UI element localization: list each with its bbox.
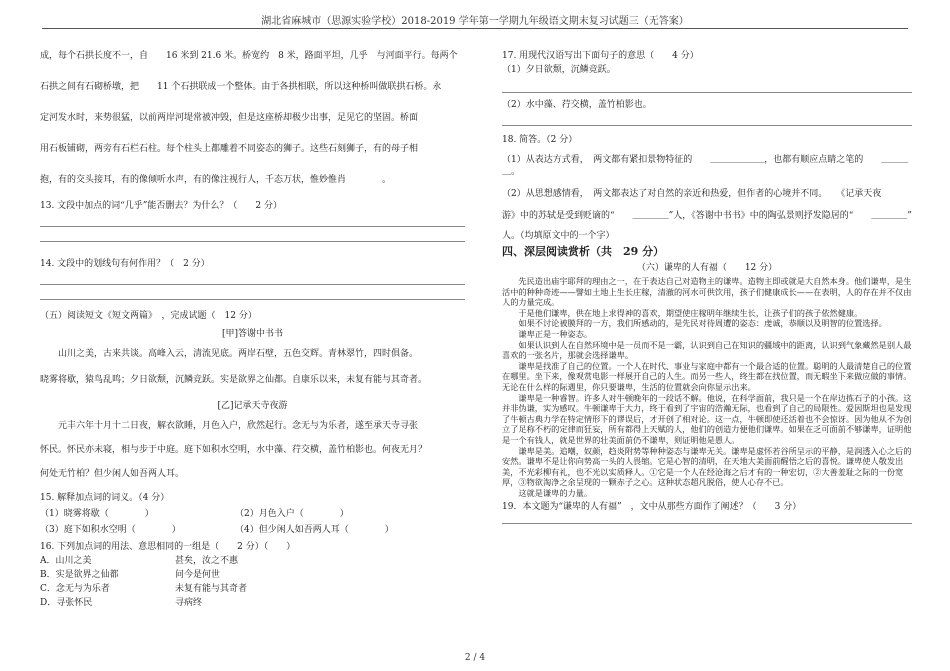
answer-line[interactable]: [502, 523, 912, 524]
q16-option-pair: 未复有能与其奇者: [175, 584, 248, 594]
bridge-line: 成，每个石拱长度不一，自 16 米到 21.6 米。桥宽约 8 米，路面平坦，几乎 与河面平行。每两个: [40, 51, 458, 61]
q18-item: （1）从表达方式看， 两文都有紧扣景物特征的 ＿＿＿＿＿＿，也都有顺应点睛之笔的 ＿＿＿＿。: [502, 155, 909, 177]
bridge-line: 抱，有的交头接耳，有的像倾听水声，有的像注视行人，千态万状，惟妙惟肖 。: [40, 175, 392, 185]
section-6-heading: （六）谦卑的人有福（ 12 分）: [636, 263, 778, 273]
q18-item: 游》中的苏轼是受到贬谪的“ ＿＿＿＿”人，《答谢中书书》中的陶弘景则抒发隐居的“ ＿＿＿＿”: [502, 211, 912, 221]
yi-title: [乙]记承天寺夜游: [217, 401, 288, 411]
answer-line[interactable]: [502, 92, 912, 93]
bridge-line: 石拱之间有石砌桥墩，把 11 个石拱联成一个整体。由于各拱相联，所以这种桥叫做联拱石桥。永: [40, 82, 442, 92]
q15-item: （2）月色入户（ ）: [235, 509, 349, 519]
q16-option: C．念无与为乐者: [40, 584, 110, 594]
question-14: 14. 文段中的划线句有何作用？（ 2 分）: [40, 259, 210, 269]
essay-paragraph: 先民造出庙宇耶拜的理由之一，在于表达自己对造物主的谦卑。造物主即或就是大自然本身。他们谦卑，是生活中的种种奇迹——譬如土地上生长庄稼，清澈的河水可供饮用，孩子们健康成长——在表明，人的存在并不仅由人的力量完成。: [502, 276, 912, 308]
page-header: 湖北省麻城市（思源实验学校）2018-2019 学年第一学期九年级语文期末复习试题三（无答案）: [261, 16, 689, 27]
answer-line[interactable]: [502, 125, 912, 126]
q15-item: （3）庭下如积水空明（ ）: [40, 525, 181, 535]
question-18: 18. 简答。（2 分）: [502, 135, 578, 145]
yi-line: 元丰六年十月十二日夜，解衣欲睡，月色入户，欣然起行。念无与为乐者，遂至承天寺寻张: [58, 421, 419, 431]
yi-line: 怀民。怀民亦未寝，相与步于中庭。庭下如积水空明，水中藻、荇交横，盖竹柏影也。何夜无月？: [40, 445, 428, 455]
q16-option: A．山川之美: [40, 556, 92, 566]
jia-line: 晓雾将歇，猿鸟乱鸣；夕日欲颓，沉鳞竞跃。实是欲界之仙都。自康乐以来，未复有能与其奇者。: [40, 375, 428, 385]
essay-body: [502, 276, 912, 498]
left-column: [40, 34, 465, 609]
jia-title: [甲]答谢中书书: [221, 329, 284, 339]
answer-line[interactable]: [40, 226, 465, 227]
jia-line: 山川之美，古来共谈。高峰入云，清流见底。两岸石壁，五色交辉。青林翠竹，四时俱备。: [58, 349, 419, 359]
q18-item: （2）从思想感情看， 两文都表达了对自然的亲近和热爱，但作者的心境并不同。 《记承天夜: [502, 189, 882, 199]
section-4-heading: 四、深层阅读赏析（共 29 分）: [502, 245, 665, 258]
essay-paragraph: 谦卑是找准了自己的位置。一个人在时代、事业与家庭中都有一个最合适的位置。聪明的人最清楚自己的位置在哪里。坐下来，像观赏电影一样展开自己的人生。而另一些人，终生都在找位置，而无暇坐下来做应做的事情。无论在什么样的际遇里，你只要谦卑，生活的位置就会向你显示出来。: [502, 360, 912, 392]
question-16: 16. 下列加点词的用法、意思相同的一组是（ 2 分）（ ）: [40, 542, 296, 552]
q17-item: （2）水中藻、荇交横，盖竹柏影也。: [502, 100, 652, 110]
q16-option: D．寻张怀民: [40, 598, 93, 608]
essay-paragraph: 谦卑是一种睿智。许多人对牛顿晚年的一段话不解。他说，在科学面前，我只是一个在岸边拣石子的小孩。这并非伪谦，实为感叹。牛顿谦卑于大力，终于看到了宇宙的浩瀚无际，也看到了自己的局限性。爱因斯坦也是发现了牛顿古典力学在特定情形下的谬误后，才开创了相对论。这一点，牛顿即使还活着也不会惊讶。因为他从不为创立了足称不朽的定律而狂妄，所有都得上天赋的人，他们的创造力便他们谦卑。如果在乏可面前不够谦卑，证明他是一个有钱人，就是世界的壮美面前仍不谦卑，则证明他是愚人。: [502, 392, 912, 445]
bridge-line: 用石板铺砌，两旁有石栏石柱。每个柱头上都雕着不同姿态的狮子。这些石刻狮子，有的母子相: [40, 144, 419, 154]
question-17: 17. 用现代汉语写出下面句子的意思（ 4 分）: [502, 51, 699, 61]
page-number: 2 / 4: [464, 653, 486, 663]
answer-line[interactable]: [40, 299, 465, 300]
right-column: [502, 34, 912, 530]
answer-line[interactable]: [40, 241, 465, 242]
essay-paragraph: 这就是谦卑的力量。: [518, 487, 593, 498]
essay-paragraph: 谦卑正是一种姿态。: [518, 328, 593, 339]
essay-paragraph: 如果认识到人在自然环境中是一员而不是一霸，认识到自己在知识的疆域中的距离，认识到气象藏然是别人最喜欢的一张名片，那就会选择谦卑。: [502, 339, 912, 361]
question-13: 13. 文段中加点的词“几乎”能否删去？为什么？（ 2 分）: [40, 201, 282, 211]
q16-option-pair: 甚矣，汝之不惠: [175, 556, 239, 566]
essay-paragraph: 谦卑是美。追嘲，奴颜，趋炎附势等种种姿态与谦卑无关。谦卑是虚怀若谷所呈示的平静，是润透入心之后的安然。谦卑不是让你向势高一头的人畏缩。它是心智的清明，在天地大美面前醒悟之后的喜悦。谦卑使人敬发出美，不光彩柳有礼，也不光以实质释人。①它是一个人在经沧海之后才有的一种宏切，②大善羞耻之际的一份宽厚，③物欲淘净之余呈现的一颗赤子之心。这种状态超凡脱俗，使人心存不已。: [502, 445, 912, 488]
q18-note: 人。（均填原文中的一个字）: [502, 231, 615, 241]
essay-paragraph: 于是他们谦卑，供在地上求得神的喜欢，期望使庄稼明年继续生长，让孩子们的孩子依然健康。: [518, 307, 863, 318]
q16-option: B．实是欲界之仙都: [40, 570, 119, 580]
question-15: 15. 解释加点词的词义。（4 分）: [40, 493, 170, 503]
q17-item: （1）夕日欲颓，沉鳞竞跃。: [502, 65, 616, 75]
q15-item: （1）晓雾将歇（ ）: [40, 509, 154, 519]
q16-option-pair: 寻病终: [175, 598, 203, 608]
essay-paragraph: 如果不讨论被膜拜的一方，我们所感动的，是先民对待周遭的姿态：虔诚，恭顺以及明智的位置选择。: [518, 318, 887, 329]
question-19: 19．本文题为“谦卑的人有福” ，文中从那些方面作了阐述？（ 3 分）: [502, 502, 802, 513]
header-rule: [42, 28, 908, 29]
yi-line: 何处无竹柏？但少闲人如吾两人耳。: [40, 469, 185, 479]
bridge-line: 定河发水时，来势很猛，以前两岸河堤常被冲毁，但是这座桥却极少出事，足见它的坚固。桥面: [40, 113, 419, 123]
section-5-heading: （五）阅读短文《短文两篇》 ，完成试题（ 12 分）: [40, 311, 257, 321]
answer-line[interactable]: [40, 284, 465, 285]
q15-item: （4）但少闲人如吾两人耳（ ）: [235, 525, 394, 535]
q16-option-pair: 问今是何世: [175, 570, 221, 580]
